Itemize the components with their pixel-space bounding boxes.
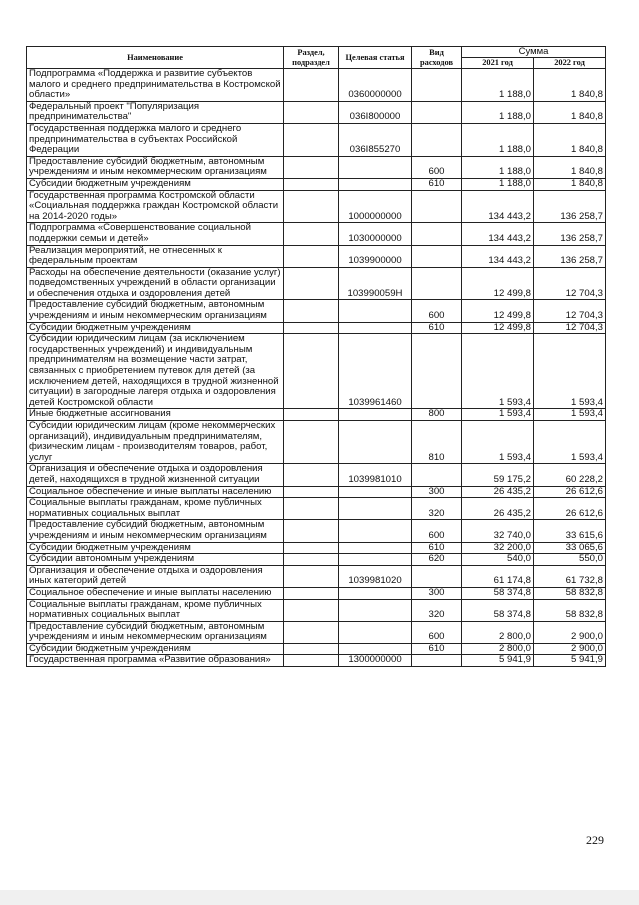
row-target-cell <box>339 409 412 421</box>
row-target-cell: 1300000000 <box>339 655 412 667</box>
table-row <box>27 554 606 566</box>
row-2022-cell: 1 593,4 <box>534 409 606 421</box>
table-row <box>27 123 606 156</box>
budget-table <box>26 46 606 667</box>
row-name-cell: Государственная программа «Развитие образования» <box>27 655 284 667</box>
table-row <box>27 498 606 520</box>
row-expense-type-cell: 620 <box>412 554 462 566</box>
row-section-cell <box>284 421 339 464</box>
row-section-cell <box>284 223 339 245</box>
row-name-cell: Субсидии бюджетным учреждениям <box>27 178 284 190</box>
row-expense-type-cell <box>412 334 462 409</box>
row-target-cell <box>339 621 412 643</box>
row-target-cell <box>339 300 412 322</box>
row-2022-cell: 12 704,3 <box>534 300 606 322</box>
row-name-cell: Организация и обеспечение отдыха и оздоровления детей, находящихся в трудной жизненной ситуации <box>27 464 284 486</box>
table-row <box>27 223 606 245</box>
row-target-cell <box>339 421 412 464</box>
row-target-cell: 1000000000 <box>339 190 412 223</box>
row-expense-type-cell: 600 <box>412 520 462 542</box>
row-2022-cell: 1 840,8 <box>534 123 606 156</box>
row-section-cell <box>284 587 339 599</box>
header-2021: 2021 год <box>462 58 534 69</box>
row-section-cell <box>284 498 339 520</box>
row-2022-cell: 33 615,6 <box>534 520 606 542</box>
row-section-cell <box>284 101 339 123</box>
row-2021-cell: 12 499,8 <box>462 322 534 334</box>
row-2022-cell: 1 840,8 <box>534 101 606 123</box>
row-expense-type-cell: 810 <box>412 421 462 464</box>
row-name-cell: Социальное обеспечение и иные выплаты населению <box>27 587 284 599</box>
row-target-cell: 1039900000 <box>339 245 412 267</box>
row-target-cell: 036I855270 <box>339 123 412 156</box>
row-section-cell <box>284 464 339 486</box>
table-body <box>27 69 606 667</box>
table-row <box>27 565 606 587</box>
row-2022-cell: 136 258,7 <box>534 190 606 223</box>
row-2021-cell: 1 188,0 <box>462 101 534 123</box>
row-2022-cell: 550,0 <box>534 554 606 566</box>
row-name-cell: Социальные выплаты гражданам, кроме публичных нормативных социальных выплат <box>27 599 284 621</box>
row-2021-cell: 5 941,9 <box>462 655 534 667</box>
table-row <box>27 190 606 223</box>
row-name-cell: Подпрограмма «Поддержка и развитие субъектов малого и среднего предпринимательства в Костромской области» <box>27 69 284 102</box>
row-expense-type-cell: 320 <box>412 599 462 621</box>
table-row <box>27 300 606 322</box>
row-target-cell: 1039981020 <box>339 565 412 587</box>
row-section-cell <box>284 643 339 655</box>
row-name-cell: Предоставление субсидий бюджетным, автономным учреждениям и иным некоммерческим организациям <box>27 300 284 322</box>
table-row <box>27 101 606 123</box>
row-name-cell: Субсидии бюджетным учреждениям <box>27 643 284 655</box>
row-name-cell: Социальное обеспечение и иные выплаты населению <box>27 486 284 498</box>
row-expense-type-cell: 600 <box>412 156 462 178</box>
row-section-cell <box>284 156 339 178</box>
row-section-cell <box>284 245 339 267</box>
row-2021-cell: 1 593,4 <box>462 421 534 464</box>
scan-edge <box>0 890 639 905</box>
table-row <box>27 156 606 178</box>
row-section-cell <box>284 565 339 587</box>
row-expense-type-cell: 610 <box>412 178 462 190</box>
row-2022-cell: 5 941,9 <box>534 655 606 667</box>
row-section-cell <box>284 542 339 554</box>
row-2021-cell: 2 800,0 <box>462 643 534 655</box>
row-section-cell <box>284 655 339 667</box>
row-section-cell <box>284 322 339 334</box>
table-row <box>27 178 606 190</box>
row-expense-type-cell: 600 <box>412 621 462 643</box>
header-sum: Сумма <box>462 47 606 58</box>
row-section-cell <box>284 267 339 300</box>
row-name-cell: Субсидии юридическим лицам (кроме некоммерческих организаций), индивидуальным предпринимателям, физическим лицам - производителям товаров, работ, услуг <box>27 421 284 464</box>
page-number: 229 <box>586 833 604 847</box>
row-target-cell <box>339 520 412 542</box>
row-expense-type-cell: 300 <box>412 587 462 599</box>
table-row <box>27 542 606 554</box>
row-section-cell <box>284 69 339 102</box>
row-2021-cell: 12 499,8 <box>462 267 534 300</box>
row-name-cell: Иные бюджетные ассигнования <box>27 409 284 421</box>
table-row <box>27 621 606 643</box>
table-row <box>27 655 606 667</box>
row-name-cell: Федеральный проект "Популяризация предпринимательства" <box>27 101 284 123</box>
table-row <box>27 464 606 486</box>
row-2021-cell: 58 374,8 <box>462 599 534 621</box>
row-expense-type-cell <box>412 464 462 486</box>
row-target-cell <box>339 599 412 621</box>
row-target-cell <box>339 322 412 334</box>
table-row <box>27 587 606 599</box>
row-2022-cell: 60 228,2 <box>534 464 606 486</box>
row-2022-cell: 136 258,7 <box>534 245 606 267</box>
row-2022-cell: 12 704,3 <box>534 267 606 300</box>
row-2021-cell: 1 188,0 <box>462 123 534 156</box>
row-section-cell <box>284 520 339 542</box>
row-section-cell <box>284 554 339 566</box>
row-2022-cell: 26 612,6 <box>534 498 606 520</box>
table-row <box>27 409 606 421</box>
table-header <box>27 47 606 69</box>
row-name-cell: Предоставление субсидий бюджетным, автономным учреждениям и иным некоммерческим организациям <box>27 156 284 178</box>
row-2021-cell: 134 443,2 <box>462 190 534 223</box>
row-target-cell: 1030000000 <box>339 223 412 245</box>
row-2021-cell: 61 174,8 <box>462 565 534 587</box>
row-2021-cell: 32 200,0 <box>462 542 534 554</box>
table-row <box>27 421 606 464</box>
table-row <box>27 267 606 300</box>
header-2022: 2022 год <box>534 58 606 69</box>
row-expense-type-cell <box>412 101 462 123</box>
row-2021-cell: 32 740,0 <box>462 520 534 542</box>
row-name-cell: Субсидии бюджетным учреждениям <box>27 542 284 554</box>
row-2021-cell: 540,0 <box>462 554 534 566</box>
row-2021-cell: 134 443,2 <box>462 223 534 245</box>
row-expense-type-cell: 800 <box>412 409 462 421</box>
row-name-cell: Государственная поддержка малого и среднего предпринимательства в субъектах Российской Федерации <box>27 123 284 156</box>
row-section-cell <box>284 178 339 190</box>
row-expense-type-cell: 320 <box>412 498 462 520</box>
row-2022-cell: 58 832,8 <box>534 599 606 621</box>
row-expense-type-cell <box>412 267 462 300</box>
row-2022-cell: 1 840,8 <box>534 178 606 190</box>
row-2021-cell: 1 593,4 <box>462 409 534 421</box>
row-target-cell: 1039981010 <box>339 464 412 486</box>
row-2022-cell: 1 593,4 <box>534 334 606 409</box>
row-section-cell <box>284 621 339 643</box>
row-target-cell <box>339 542 412 554</box>
header-section: Раздел, подраздел <box>284 47 339 69</box>
row-2022-cell: 2 900,0 <box>534 643 606 655</box>
row-name-cell: Предоставление субсидий бюджетным, автономным учреждениям и иным некоммерческим организациям <box>27 621 284 643</box>
row-target-cell: 036I800000 <box>339 101 412 123</box>
row-2021-cell: 1 188,0 <box>462 178 534 190</box>
row-2022-cell: 12 704,3 <box>534 322 606 334</box>
row-section-cell <box>284 123 339 156</box>
row-expense-type-cell <box>412 565 462 587</box>
row-2022-cell: 26 612,6 <box>534 486 606 498</box>
row-expense-type-cell <box>412 123 462 156</box>
row-2022-cell: 1 840,8 <box>534 156 606 178</box>
table-row <box>27 334 606 409</box>
row-target-cell <box>339 178 412 190</box>
row-target-cell <box>339 587 412 599</box>
row-target-cell: 103990059H <box>339 267 412 300</box>
row-2021-cell: 1 188,0 <box>462 156 534 178</box>
row-target-cell <box>339 554 412 566</box>
row-2021-cell: 1 593,4 <box>462 334 534 409</box>
row-expense-type-cell <box>412 69 462 102</box>
table-row <box>27 486 606 498</box>
row-name-cell: Социальные выплаты гражданам, кроме публичных нормативных социальных выплат <box>27 498 284 520</box>
row-target-cell: 1039961460 <box>339 334 412 409</box>
row-name-cell: Расходы на обеспечение деятельности (оказание услуг) подведомственных учреждений в области организации и обеспечения отдыха и оздоровления детей <box>27 267 284 300</box>
row-2021-cell: 26 435,2 <box>462 498 534 520</box>
table-row <box>27 599 606 621</box>
row-section-cell <box>284 300 339 322</box>
row-expense-type-cell <box>412 190 462 223</box>
row-name-cell: Субсидии юридическим лицам (за исключением государственных учреждений) и индивидуальным предпринимателям на возмещение части затрат, связанных с приобретением путевок для детей (за исключением детей, находящихся в трудной жизненной ситуации) в загородные лагеря отдыха и оздоровления детей Костромской области <box>27 334 284 409</box>
row-2021-cell: 59 175,2 <box>462 464 534 486</box>
row-expense-type-cell <box>412 655 462 667</box>
row-target-cell <box>339 486 412 498</box>
row-name-cell: Предоставление субсидий бюджетным, автономным учреждениям и иным некоммерческим организациям <box>27 520 284 542</box>
row-name-cell: Субсидии автономным учреждениям <box>27 554 284 566</box>
row-name-cell: Субсидии бюджетным учреждениям <box>27 322 284 334</box>
row-target-cell <box>339 643 412 655</box>
header-name: Наименование <box>27 47 284 69</box>
row-name-cell: Государственная программа Костромской области «Социальная поддержка граждан Костромской области на 2014-2020 годы» <box>27 190 284 223</box>
row-2022-cell: 1 593,4 <box>534 421 606 464</box>
header-expense-type: Вид расходов <box>412 47 462 69</box>
row-2021-cell: 1 188,0 <box>462 69 534 102</box>
row-expense-type-cell <box>412 223 462 245</box>
row-2021-cell: 134 443,2 <box>462 245 534 267</box>
row-name-cell: Подпрограмма «Совершенствование социальной поддержки семьи и детей» <box>27 223 284 245</box>
header-target: Целевая статья <box>339 47 412 69</box>
row-name-cell: Реализация мероприятий, не отнесенных к федеральным проектам <box>27 245 284 267</box>
row-expense-type-cell <box>412 245 462 267</box>
row-2022-cell: 1 840,8 <box>534 69 606 102</box>
table-row <box>27 520 606 542</box>
row-2021-cell: 2 800,0 <box>462 621 534 643</box>
row-2022-cell: 2 900,0 <box>534 621 606 643</box>
row-target-cell: 0360000000 <box>339 69 412 102</box>
row-section-cell <box>284 409 339 421</box>
row-2021-cell: 58 374,8 <box>462 587 534 599</box>
row-2022-cell: 61 732,8 <box>534 565 606 587</box>
row-name-cell: Организация и обеспечение отдыха и оздоровления иных категорий детей <box>27 565 284 587</box>
row-expense-type-cell: 610 <box>412 322 462 334</box>
row-2022-cell: 136 258,7 <box>534 223 606 245</box>
table-row <box>27 322 606 334</box>
row-section-cell <box>284 486 339 498</box>
table-row <box>27 245 606 267</box>
row-expense-type-cell: 600 <box>412 300 462 322</box>
table-row <box>27 69 606 102</box>
row-section-cell <box>284 599 339 621</box>
row-target-cell <box>339 156 412 178</box>
row-expense-type-cell: 300 <box>412 486 462 498</box>
table-row <box>27 643 606 655</box>
row-2022-cell: 58 832,8 <box>534 587 606 599</box>
row-expense-type-cell: 610 <box>412 643 462 655</box>
row-expense-type-cell: 610 <box>412 542 462 554</box>
row-section-cell <box>284 190 339 223</box>
row-target-cell <box>339 498 412 520</box>
row-2021-cell: 12 499,8 <box>462 300 534 322</box>
row-2021-cell: 26 435,2 <box>462 486 534 498</box>
row-section-cell <box>284 334 339 409</box>
row-2022-cell: 33 065,6 <box>534 542 606 554</box>
